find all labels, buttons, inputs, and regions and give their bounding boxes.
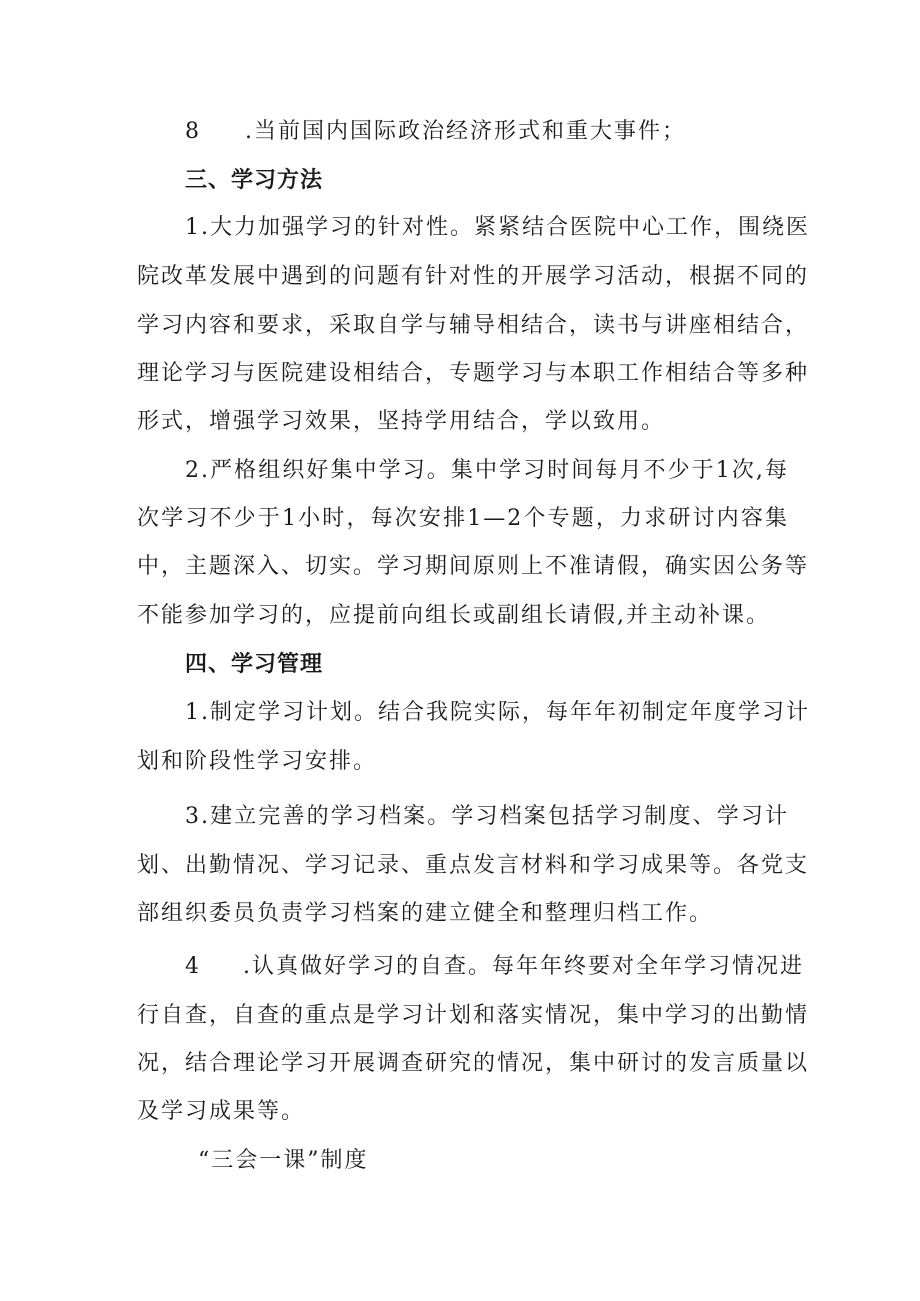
para-5-line-1 bbox=[185, 952, 804, 982]
para-5-line-4: 及学习成果等。 bbox=[137, 1099, 306, 1124]
para-2-line-3: 中，主题深入、切实。学习期间原则上不准请假，确实因公务等 bbox=[137, 554, 810, 579]
para-2-line-4: 不能参加学习的，应提前向组长或副组长请假,并主动补课。 bbox=[137, 603, 770, 628]
para-1-line-5: 形式，增强学习效果，坚持学用结合，学以致用。 bbox=[137, 409, 666, 434]
para-2-line-2: 次学习不少于1小时，每次安排1—2个专题，力求研讨内容集 bbox=[137, 506, 789, 531]
para-4-line-3: 部组织委员负责学习档案的建立健全和整理归档工作。 bbox=[137, 901, 714, 926]
section-4-heading: 四、学习管理 bbox=[185, 652, 324, 677]
para-1-line-2: 院改革发展中遇到的问题有针对性的开展学习活动，根据不同的 bbox=[137, 264, 810, 289]
para-4-line-1: 3.建立完善的学习档案。学习档案包括学习制度、学习计 bbox=[185, 804, 789, 829]
para-5-first-text: .认真做好学习的自查。每年年终要对全年学习情况进 bbox=[243, 954, 804, 979]
para-5-line-3: 况，结合理论学习开展调查研究的情况，集中研讨的发言质量以 bbox=[137, 1051, 810, 1076]
item-8-line bbox=[185, 117, 686, 147]
next-section-title: “三会一课”制度 bbox=[198, 1148, 369, 1173]
para-4-line-2: 划、出勤情况、学习记录、重点发言材料和学习成果等。各党支 bbox=[137, 853, 810, 878]
para-5-number: 4 bbox=[185, 954, 201, 979]
para-5-line-2: 行自查，自查的重点是学习计划和落实情况，集中学习的出勤情 bbox=[137, 1003, 810, 1028]
para-3-line-2: 划和阶段性学习安排。 bbox=[137, 749, 378, 774]
item-8-number: 8 bbox=[185, 119, 201, 144]
para-1-line-1: 1.大力加强学习的针对性。紧紧结合医院中心工作，围绕医 bbox=[185, 215, 810, 240]
para-3-line-1: 1.制定学习计划。结合我院实际，每年年初制定年度学习计 bbox=[185, 700, 810, 725]
section-3-heading: 三、学习方法 bbox=[185, 168, 324, 193]
item-8-text: .当前国内国际政治经济形式和重大事件； bbox=[245, 119, 686, 144]
para-1-line-4: 理论学习与医院建设相结合，专题学习与本职工作相结合等多种 bbox=[137, 361, 810, 386]
para-1-line-3: 学习内容和要求，采取自学与辅导相结合，读书与讲座相结合， bbox=[137, 313, 810, 338]
para-2-line-1: 2.严格组织好集中学习。集中学习时间每月不少于1次,每 bbox=[185, 458, 789, 483]
